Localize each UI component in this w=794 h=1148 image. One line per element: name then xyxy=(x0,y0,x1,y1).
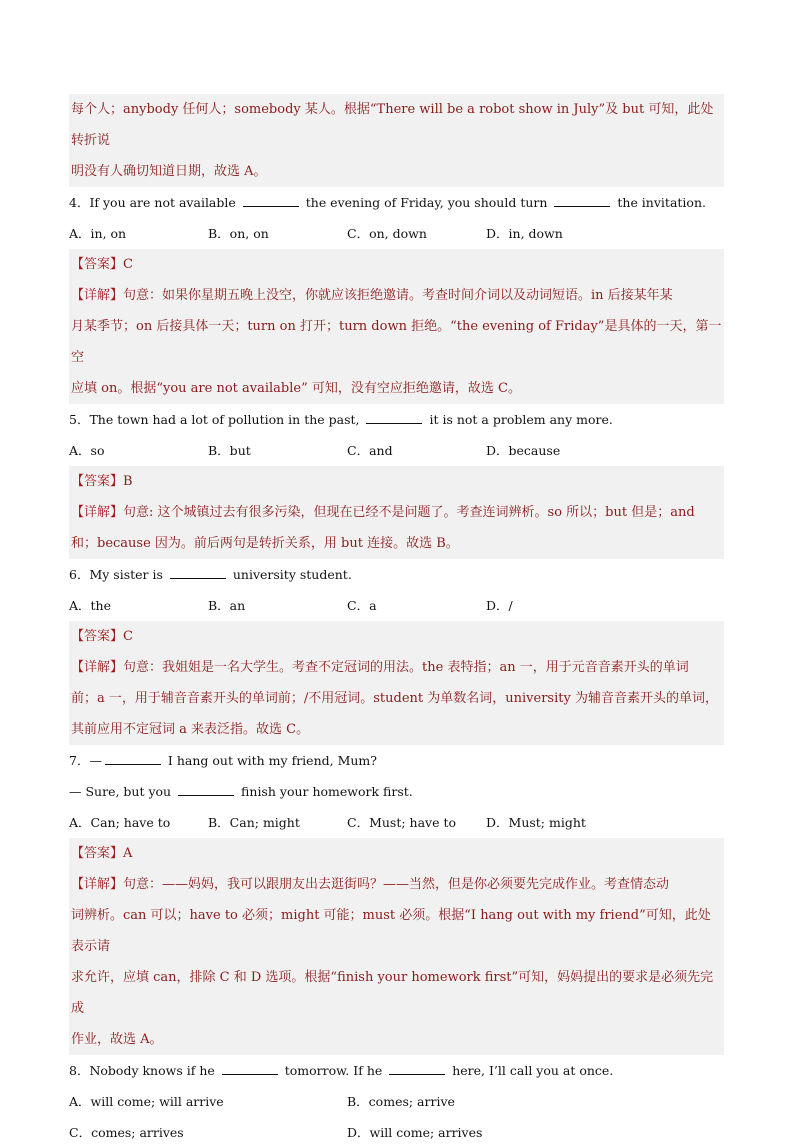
option-b: B．on, on xyxy=(208,226,269,241)
option-b: B．an xyxy=(208,598,246,613)
question-7-stem: 7．— I hang out with my friend, Mum? xyxy=(69,753,377,768)
detail-line: 【详解】句意: 这个城镇过去有很多污染，但现在已经不是问题了。考查连词辨析。so 所以；but 但是；and xyxy=(71,505,695,520)
option-a: A．will come; will arrive xyxy=(69,1094,224,1109)
detail-line: 其前应用不定冠词 a 来表泛指。故选 C。 xyxy=(71,722,310,737)
question-5-options xyxy=(69,435,724,466)
question-7-stem-reply: — Sure, but you finish your homework first. xyxy=(69,784,413,799)
option-c: C．and xyxy=(347,443,393,458)
detail-line: 前；a 一，用于辅音音素开头的单词前；/不用冠词。student 为单数名词，university 为辅音音素开头的单词， xyxy=(71,691,718,706)
blank xyxy=(243,196,299,207)
detail-line: 词辨析。can 可以；have to 必须；might 可能；must 必须。根据“I hang out with my friend”可知，此处表示请 xyxy=(71,908,711,954)
option-b: B．but xyxy=(208,443,251,458)
question-5-answer-block xyxy=(69,466,724,559)
option-d: D．Must; might xyxy=(486,815,586,830)
option-d: D．will come; arrives xyxy=(347,1125,483,1140)
blank xyxy=(170,568,226,579)
detail-line: 【详解】句意：——妈妈，我可以跟朋友出去逛街吗？——当然，但是你必须要先完成作业。考查情态动 xyxy=(71,877,670,892)
answer-line: 【答案】B xyxy=(71,474,133,489)
question-8-options-row1 xyxy=(69,1086,724,1117)
blank xyxy=(178,785,234,796)
option-d: D．/ xyxy=(486,598,513,613)
question-8-options-row2 xyxy=(69,1117,724,1148)
question-8-stem: 8．Nobody knows if he tomorrow. If he here, I’ll call you at once. xyxy=(69,1063,614,1078)
question-6-stem: 6．My sister is university student. xyxy=(69,567,352,582)
detail-line: 和；because 因为。前后两句是转折关系，用 but 连接。故选 B。 xyxy=(71,536,459,551)
option-a: A．Can; have to xyxy=(69,815,171,830)
option-c: C．Must; have to xyxy=(347,815,457,830)
option-c: C．on, down xyxy=(347,226,427,241)
question-6-answer-block xyxy=(69,621,724,745)
question-7-answer-block xyxy=(69,838,724,1055)
option-b: B．comes; arrive xyxy=(347,1094,455,1109)
detail-line: 【详解】句意：我姐姐是一名大学生。考查不定冠词的用法。the 表特指；an 一，用于元音音素开头的单词 xyxy=(71,660,689,675)
option-d: D．because xyxy=(486,443,561,458)
detail-line: 【详解】句意：如果你星期五晚上没空，你就应该拒绝邀请。考查时间介词以及动词短语。in 后接某年某 xyxy=(71,288,673,303)
question-7-options xyxy=(69,807,724,838)
detail-line: 应填 on。根据“you are not available” 可知，没有空应拒绝邀请，故选 C。 xyxy=(71,381,521,396)
option-a: A．so xyxy=(69,443,105,458)
detail-line: 求允许，应填 can，排除 C 和 D 选项。根据“finish your homework first”可知，妈妈提出的要求是必须先完成 xyxy=(71,970,714,1016)
question-4-options xyxy=(69,218,724,249)
prev-detail-block xyxy=(69,94,724,187)
answer-line: 【答案】A xyxy=(71,846,133,861)
document-page xyxy=(69,94,724,1148)
detail-line: 作业，故选 A。 xyxy=(71,1032,163,1047)
blank xyxy=(105,754,161,765)
question-6-options xyxy=(69,590,724,621)
question-5-stem: 5．The town had a lot of pollution in the past, it is not a problem any more. xyxy=(69,412,613,427)
detail-line: 月某季节；on 后接具体一天；turn on 打开；turn down 拒绝。“the evening of Friday”是具体的一天，第一空 xyxy=(71,319,722,365)
option-a: A．the xyxy=(69,598,111,613)
answer-line: 【答案】C xyxy=(71,629,133,644)
option-d: D．in, down xyxy=(486,226,563,241)
question-4-stem: 4．If you are not available the evening of Friday, you should turn the invitation. xyxy=(69,195,706,210)
option-a: A．in, on xyxy=(69,226,127,241)
blank xyxy=(554,196,610,207)
blank xyxy=(389,1064,445,1075)
question-4-answer-block xyxy=(69,249,724,404)
option-b: B．Can; might xyxy=(208,815,300,830)
detail-line: 明没有人确切知道日期，故选 A。 xyxy=(71,164,267,179)
answer-line: 【答案】C xyxy=(71,257,133,272)
option-c: C．a xyxy=(347,598,377,613)
blank xyxy=(366,413,422,424)
option-c: C．comes; arrives xyxy=(69,1125,184,1140)
blank xyxy=(222,1064,278,1075)
detail-line: 每个人；anybody 任何人；somebody 某人。根据“There will be a robot show in July”及 but 可知，此处转折说 xyxy=(71,102,714,148)
